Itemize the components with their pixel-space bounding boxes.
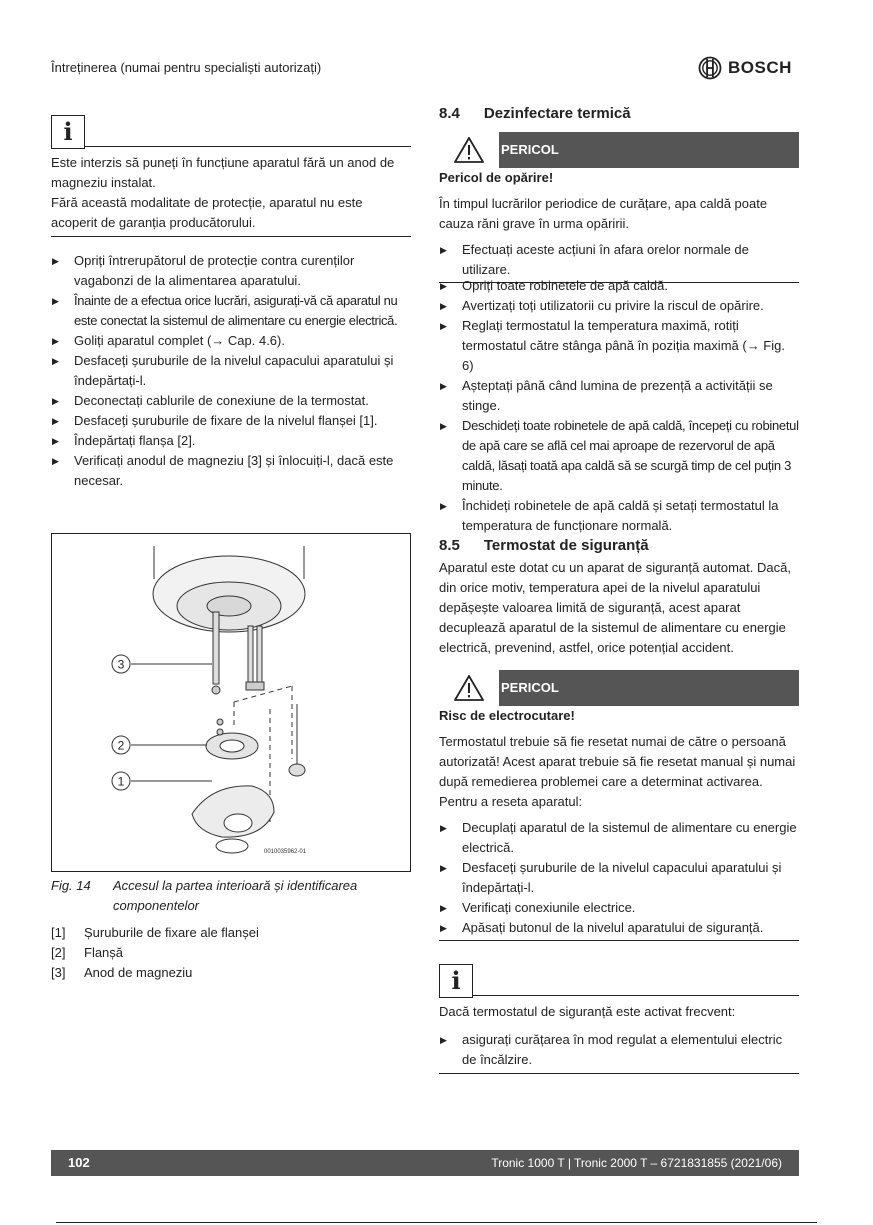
danger-text: În timpul lucrărilor periodice de curățare, apa caldă poate cauza răni grave în urma opăririi. [439,196,768,231]
list-item: ▶ Deschideți toate robinetele de apă caldă, începeți cu robinetul de apă care se află cel mai aproape de rezervorul de apă caldă, lăsați toată apa caldă să se scurgă timp de cel puțin 3 minute. [439,416,799,496]
info-text-1: Este interzis să puneți în funcțiune aparatul fără un anod de magneziu instalat. [51,155,395,190]
figure-legend [51,923,259,983]
info-icon: i [51,115,85,149]
danger-text: Termostatul trebuie să fie resetat numai de către o persoană autorizată! Acest aparat trebuie să fie resetat manual și numai după remedierea problemei care a determinat activarea. [439,734,796,789]
danger-banner-scald [439,132,799,168]
callout-3 [112,655,130,673]
callout-2-label: 2 [117,738,125,753]
legend-row: [1] Șuruburile de fixare ale flanșei [51,925,259,940]
danger-banner-electric [439,670,799,706]
s84-steps-list [439,276,799,536]
reset-intro: Pentru a reseta aparatul: [439,794,583,809]
figure-14 [51,533,411,872]
callout-1 [112,772,130,790]
info-note-left [51,113,411,237]
danger-scald-body [439,168,799,283]
list-item: ▶ Opriți întrerupătorul de protecție contra curenților vagabonzi de la alimentarea aparatului. [51,251,411,291]
page-header-title: Întreținerea (numai pentru specialiști autorizați) [51,60,322,75]
list-item: ▶ Reglați termostatul la temperatura maximă, rotiți termostatul către stânga până în poziția maximă (→ Fig. 6) [439,316,799,376]
info-note-right [439,962,799,1074]
legend-row: [3] Anod de magneziu [51,965,193,980]
bottom-divider [56,1222,817,1223]
brand-logo [698,56,792,80]
section-8-5-heading: 8.5 Termostat de siguranță [439,537,649,554]
section-8-4-heading: 8.4 Dezinfectare termică [439,105,631,122]
page-number: 102 [68,1155,90,1170]
danger-electric-body [439,706,799,941]
callout-1-label: 1 [117,774,125,789]
list-item: ▶ Avertizați toți utilizatorii cu privire la riscul de opărire. [439,296,799,316]
figure-caption [51,876,411,916]
list-item: ▶ Decuplați aparatul de la sistemul de alimentare cu energie electrică. [439,818,799,858]
document-reference: Tronic 1000 T | Tronic 2000 T – 6721831855 (2021/06) [491,1156,782,1170]
callout-2 [112,736,130,754]
figure-number: Fig. 14 [51,878,91,893]
left-steps-list [51,251,411,491]
page-footer [51,1150,799,1176]
info-text: Dacă termostatul de siguranță este activat frecvent: [439,1004,736,1019]
danger-title: Pericol de opărire! [439,170,554,185]
figure-code: 0010035962-01 [264,849,307,855]
callout-3-label: 3 [117,657,125,672]
list-item: ▶ Așteptați până când lumina de prezență a activității se stinge. [439,376,799,416]
danger-label: PERICOL [501,142,559,157]
list-item: ▶ Verificați anodul de magneziu [3] și înlocuiți-l, dacă este necesar. [51,451,411,491]
warning-triangle-icon [453,674,485,702]
info-icon: i [439,964,473,998]
brand-name: BOSCH [728,58,792,77]
bosch-armature-icon [698,56,722,80]
list-item: ▶ Opriți toate robinetele de apă caldă. [439,276,799,296]
info-text-2: Fără această modalitate de protecție, aparatul nu este acoperit de garanția producătorului. [51,195,363,230]
danger-label: PERICOL [501,680,559,695]
list-item: ▶ Apăsați butonul de la nivelul aparatului de siguranță. [439,918,799,938]
list-item: ▶ Goliți aparatul complet (→ Cap. 4.6). [51,331,411,351]
list-item: ▶ Verificați conexiunile electrice. [439,898,799,918]
warning-triangle-icon [453,136,485,164]
list-item: ▶ Efectuați aceste acțiuni în afara orelor normale de utilizare. [439,240,799,280]
list-item: ▶ Desfaceți șuruburile de la nivelul capacului aparatului și îndepărtați-l. [439,858,799,898]
list-item: ▶ asigurați curățarea în mod regulat a elementului electric de încălzire. [439,1030,799,1070]
list-item: ▶ Desfaceți șuruburile de fixare de la nivelul flanșei [1]. [51,411,411,431]
list-item: ▶ Închideți robinetele de apă caldă și setați termostatul la temperatura de funcționare normală. [439,496,799,536]
appliance-illustration [52,534,410,871]
list-item: ▶ Desfaceți șuruburile de la nivelul capacului aparatului și îndepărtați-l. [51,351,411,391]
list-item: ▶ Deconectați cablurile de conexiune de la termostat. [51,391,411,411]
list-item: ▶ Înainte de a efectua orice lucrări, asigurați-vă că aparatul nu este conectat la sistemul de alimentare cu energie electrică. [51,291,411,331]
list-item: ▶ Îndepărtați flanșa [2]. [51,431,411,451]
legend-row: [2] Flanșă [51,945,124,960]
danger-title: Risc de electrocutare! [439,708,575,723]
s85-intro: Aparatul este dotat cu un aparat de siguranță automat. Dacă, din orice motiv, temperatura apei de la nivelul aparatului depășește valoarea limită de siguranță, acest aparat decuplează aparatul de la sistemul de alimentare cu energie electrică, prevenind, astfel, orice potențial accident. [439,560,791,655]
figure-caption-text: Accesul la partea interioară și identificarea componentelor [113,878,358,913]
